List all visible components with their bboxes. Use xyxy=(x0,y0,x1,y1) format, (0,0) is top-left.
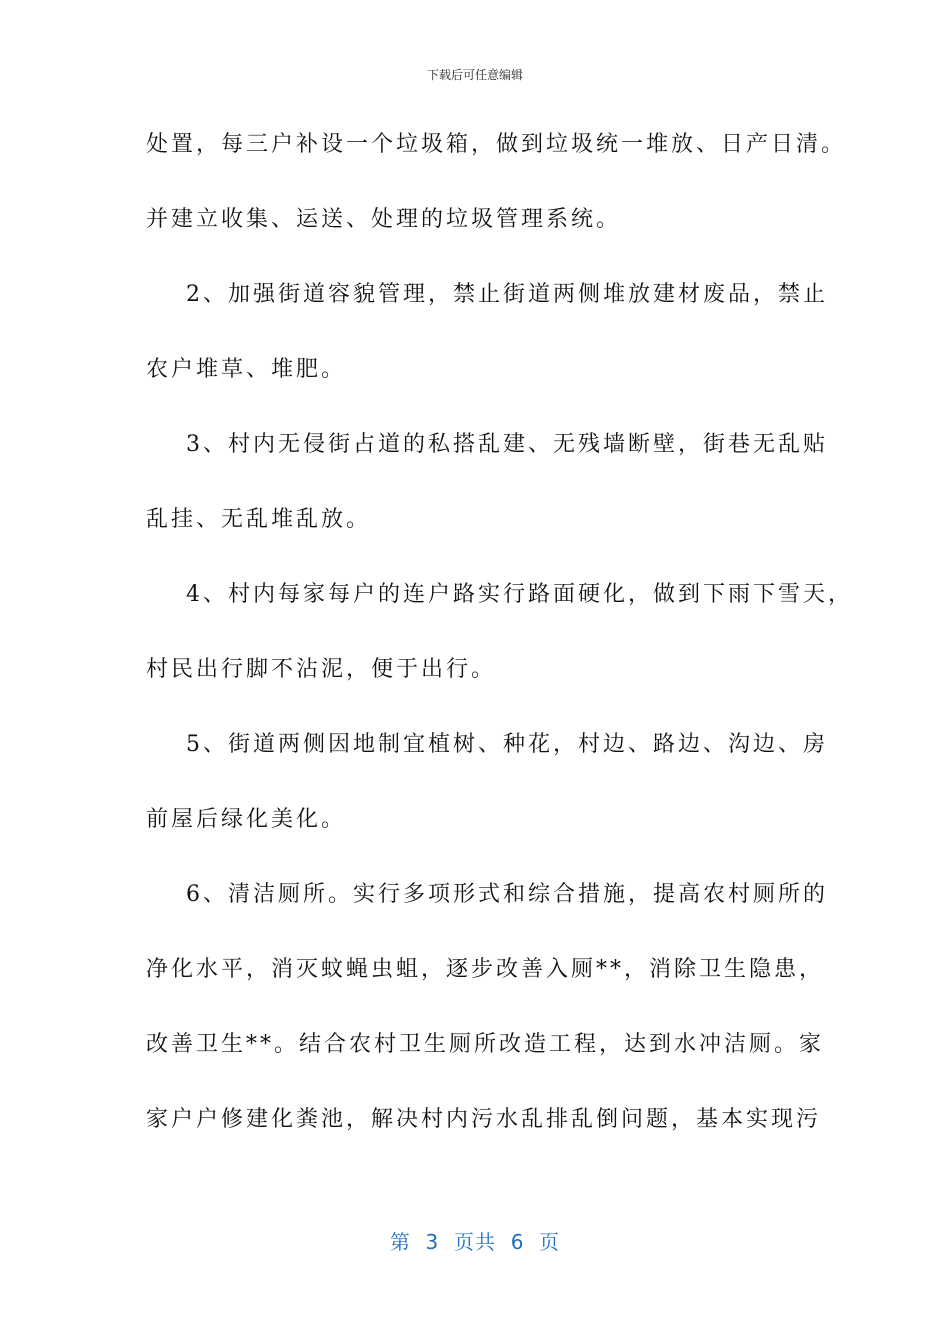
page-number-footer: 第 3 页共 6 页 xyxy=(389,1230,561,1254)
body-line: 3、村内无侵街占道的私搭乱建、无残墙断壁，街巷无乱贴 xyxy=(146,432,828,457)
body-line: 村民出行脚不沾泥，便于出行。 xyxy=(146,657,497,682)
page-header: 下载后可任意编辑 xyxy=(426,68,523,82)
body-line: 家户户修建化粪池，解决村内污水乱排乱倒问题，基本实现污 xyxy=(146,1107,822,1132)
body-line: 净化水平，消灭蚊蝇虫蛆，逐步改善入厕**，消除卫生隐患， xyxy=(146,957,825,982)
body-line: 4、村内每家每户的连户路实行路面硬化，做到下雨下雪天， xyxy=(146,582,853,607)
body-line: 6、清洁厕所。实行多项形式和综合措施，提高农村厕所的 xyxy=(146,882,828,907)
body-line: 农户堆草、堆肥。 xyxy=(146,357,347,382)
body-line: 改善卫生**。结合农村卫生厕所改造工程，达到水冲洁厕。家 xyxy=(146,1032,825,1057)
body-line: 5、街道两侧因地制宜植树、种花，村边、路边、沟边、房 xyxy=(146,732,828,757)
body-line: 前屋后绿化美化。 xyxy=(146,807,347,832)
body-line: 处置，每三户补设一个垃圾箱，做到垃圾统一堆放、日产日清。 xyxy=(146,132,847,157)
body-line: 2、加强街道容貌管理，禁止街道两侧堆放建材废品，禁止 xyxy=(146,282,828,307)
body-line: 并建立收集、运送、处理的垃圾管理系统。 xyxy=(146,207,622,232)
body-line: 乱挂、无乱堆乱放。 xyxy=(146,507,372,532)
